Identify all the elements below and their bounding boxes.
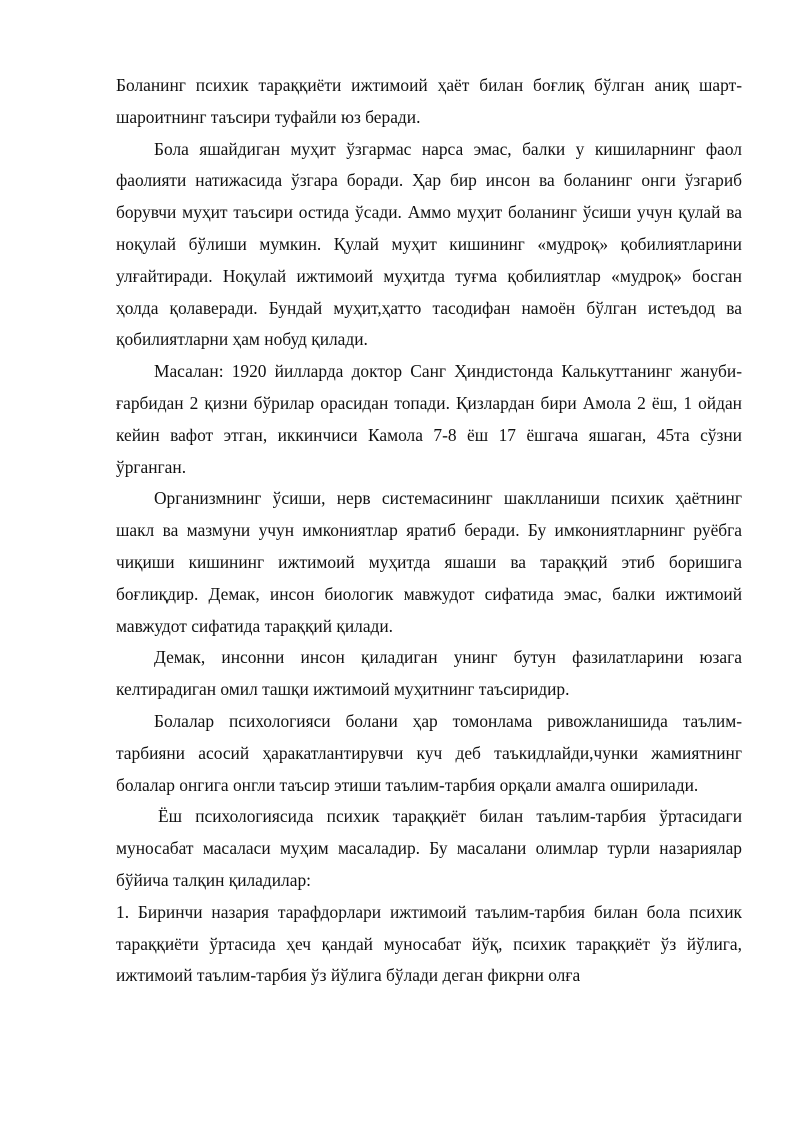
- document-page: [116, 70, 742, 992]
- paragraph-8: 1. Биринчи назария тарафдорлари ижтимоий таълим-тарбия билан бола психик тараққиёти ўртасида ҳеч қандай муносабат йўқ, психик тараққиёт ўз йўлига, ижтимоий таълим-тарбия ўз йўлига бўлади деган фикрни олға: [116, 901, 742, 986]
- paragraph-6: Болалар психологияси болани ҳар томонлама ривожланишида таълим-тарбияни асосий ҳаракатлантирувчи куч деб таъкидлайди,чунки жамиятнинг болалар онгига онгли таъсир этиши таълим-тарбия орқали амалга оширилади.: [116, 710, 742, 795]
- paragraph-4: Организмнинг ўсиши, нерв системасининг шаклланиши психик ҳаётнинг шакл ва мазмуни учун имкониятлар яратиб беради. Бу имкониятларнинг руёбга чиқиши кишининг ижтимоий муҳитда яшаши ва тараққий этиб боришига боғлиқдир. Демак, инсон биологик мавжудот сифатида эмас, балки ижтимоий мавжудот сифатида тараққий қилади.: [116, 488, 742, 636]
- paragraph-5: Демак, инсонни инсон қиладиган унинг бутун фазилатларини юзага келтирадиган омил ташқи ижтимоий муҳитнинг таъсиридир.: [116, 647, 742, 700]
- paragraph-1: Боланинг психик тараққиёти ижтимоий ҳаёт билан боғлиқ бўлган аниқ шарт-шароитнинг таъсири туфайли юз беради.: [116, 75, 742, 127]
- paragraph-2: Бола яшайдиган муҳит ўзгармас нарса эмас, балки у кишиларнинг фаол фаолияти натижасида ўзгара боради. Ҳар бир инсон ва боланинг онги ўзгариб борувчи муҳит таъсири остида ўсади. Аммо муҳит боланинг ўсиши учун қулай ва ноқулай бўлиши мумкин. Қулай муҳит кишининг «мудроқ» қобилиятларини улғайтиради. Ноқулай ижтимоий муҳитда туғма қобилиятлар «мудроқ» босган ҳолда қолаверади. Бундай муҳит,ҳатто тасодифан намоён бўлган истеъдод ва қобилиятларни ҳам нобуд қилади.: [116, 138, 742, 350]
- paragraph-3: Масалан: 1920 йилларда доктор Санг Ҳиндистонда Калькуттанинг жануби- ғарбидан 2 қизни бўрилар орасидан топади. Қизлардан бири Амола 2 ёш, 1 ойдан кейин вафот этган, иккинчиси Камола 7-8 ёш 17 ёшгача яшаган, 45та сўзни ўрганган.: [116, 361, 742, 477]
- paragraph-7: Ёш психологиясида психик тараққиёт билан таълим-тарбия ўртасидаги муносабат масаласи муҳим масаладир. Бу масалани олимлар турли назариялар бўйича талқин қиладилар:: [116, 806, 742, 890]
